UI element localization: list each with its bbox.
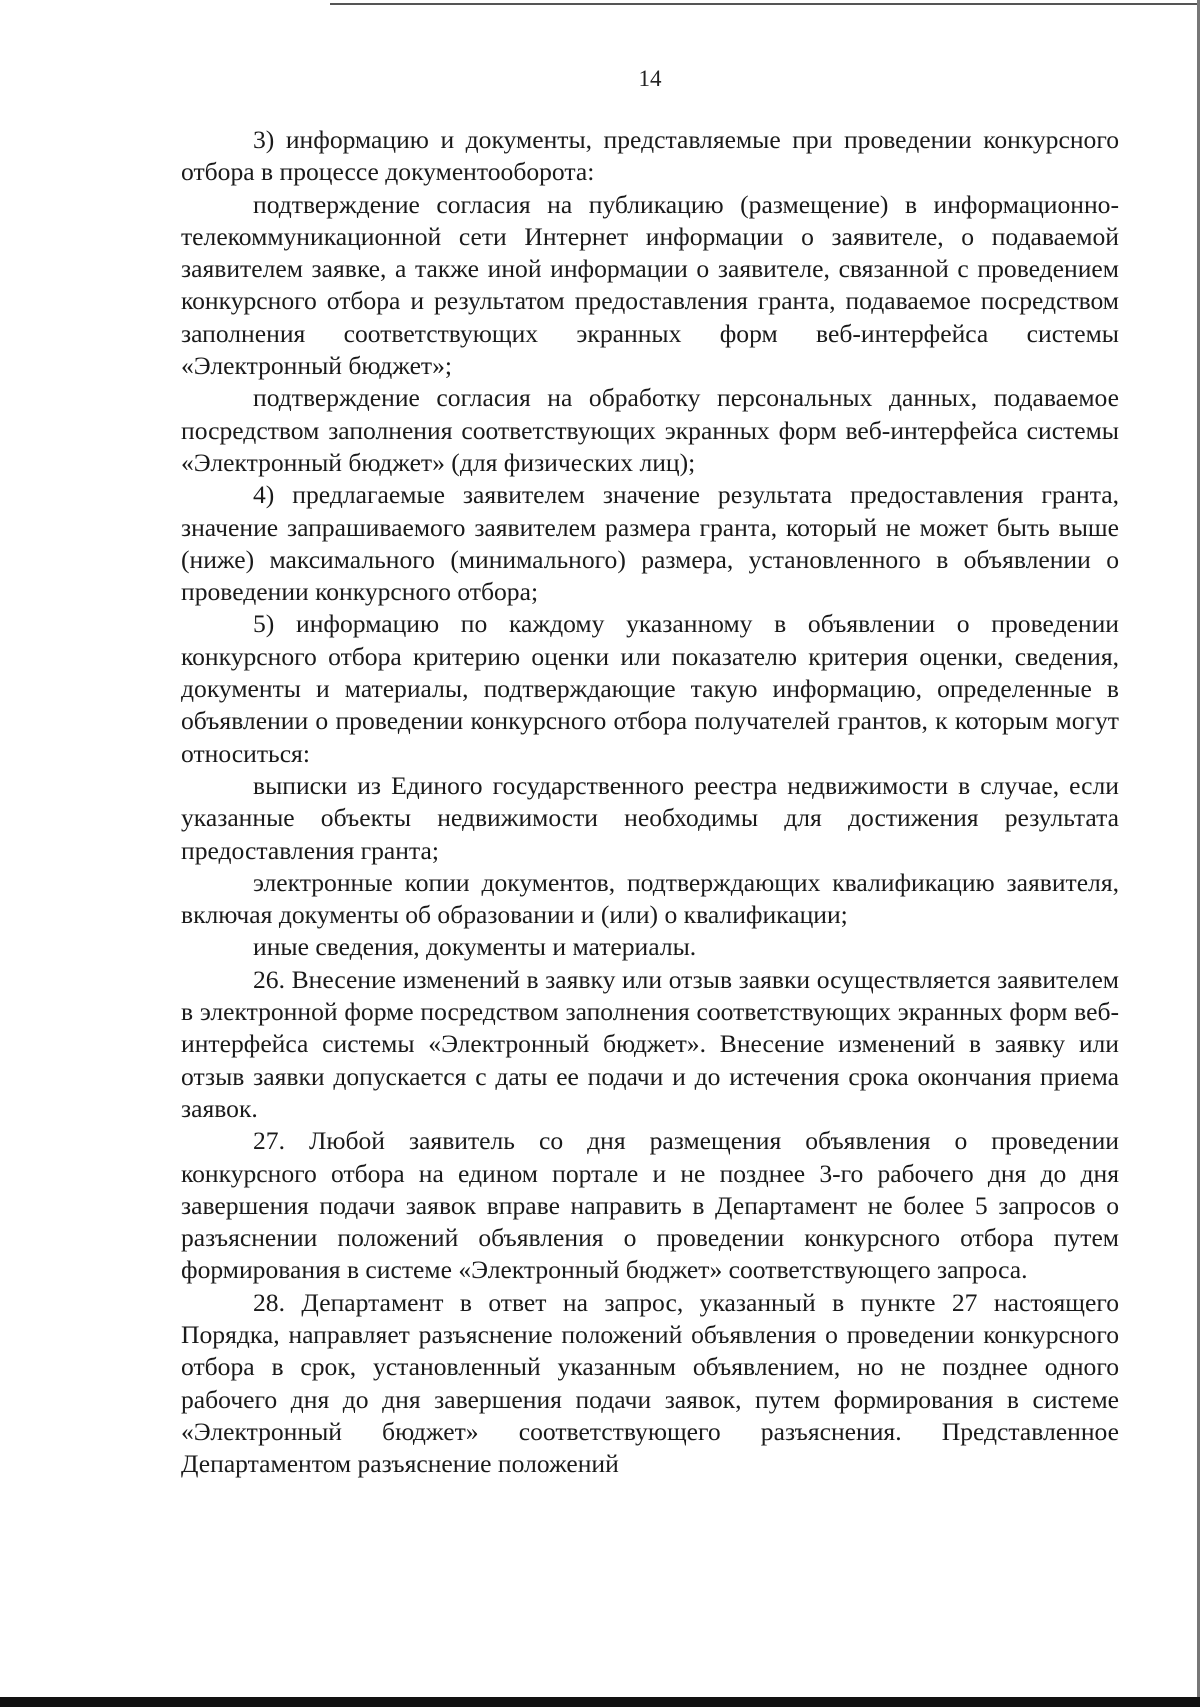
paragraph-clause-27: 27. Любой заявитель со дня размещения объявления о проведении конкурсного отбора на едином портале и не позднее 3-го рабочего дня до дня завершения подачи заявок вправе направить в Департамент не более 5 запросов о разъяснении положений объявления о проведении конкурсного отбора путем формирования в системе «Электронный бюджет» соответствующего запроса.	[181, 1126, 1119, 1285]
paragraph-clause-28: 28. Департамент в ответ на запрос, указанный в пункте 27 настоящего Порядка, направляет разъяснение положений объявления о проведении конкурсного отбора в срок, установленный указанным объявлением, но не позднее одного рабочего дня до дня завершения подачи заявок, путем формирования в системе «Электронный бюджет» соответствующего разъяснения. Представленное Департаментом разъяснение положений	[181, 1287, 1119, 1479]
paragraph-other-materials: иные сведения, документы и материалы.	[253, 932, 697, 962]
page-number: 14	[638, 66, 662, 91]
paragraph-item-3-documents: 3) информацию и документы, представляемые при проведении конкурсного отбора в процессе документооборота:	[181, 125, 1119, 187]
paragraph-item-4-grant-value: 4) предлагаемые заявителем значение результата предоставления гранта, значение запрашиваемого заявителем размера гранта, который не может быть выше (ниже) максимального (минимального) размера, установленного в объявлении о проведении конкурсного отбора;	[181, 480, 1119, 607]
paragraph-item-5-criteria: 5) информацию по каждому указанному в объявлении о проведении конкурсного отбора критерию оценки или показателю критерия оценки, сведения, документы и материалы, подтверждающие такую информацию, определенные в объявлении о проведении конкурсного отбора получателей грантов, к которым могут относиться:	[181, 609, 1119, 768]
scan-edge-top	[330, 3, 1200, 5]
scan-edge-bottom	[0, 1697, 1200, 1707]
paragraph-registry-extracts: выписки из Единого государственного реестра недвижимости в случае, если указанные объекты недвижимости необходимы для достижения результата предоставления гранта;	[181, 770, 1119, 865]
document-body	[181, 124, 1119, 1480]
paragraph-clause-26: 26. Внесение изменений в заявку или отзыв заявки осуществляется заявителем в электронной форме посредством заполнения соответствующих экранных форм веб-интерфейса системы «Электронный бюджет». Внесение изменений в заявку или отзыв заявки допускается с даты ее подачи и до истечения срока окончания приема заявок.	[181, 964, 1119, 1123]
paragraph-consent-personal-data: подтверждение согласия на обработку персональных данных, подаваемое посредством заполнения соответствующих экранных форм веб-интерфейса системы «Электронный бюджет» (для физических лиц);	[181, 383, 1119, 477]
paragraph-consent-publication: подтверждение согласия на публикацию (размещение) в информационно-телекоммуникационной сети Интернет информации о заявителе, о подаваемой заявителем заявке, а также иной информации о заявителе, связанной с проведением конкурсного отбора и результатом предоставления гранта, подаваемое посредством заполнения соответствующих экранных форм веб-интерфейса системы «Электронный бюджет»;	[181, 189, 1119, 381]
paragraph-electronic-copies: электронные копии документов, подтверждающих квалификацию заявителя, включая документы об образовании и (или) о квалификации;	[181, 867, 1119, 930]
